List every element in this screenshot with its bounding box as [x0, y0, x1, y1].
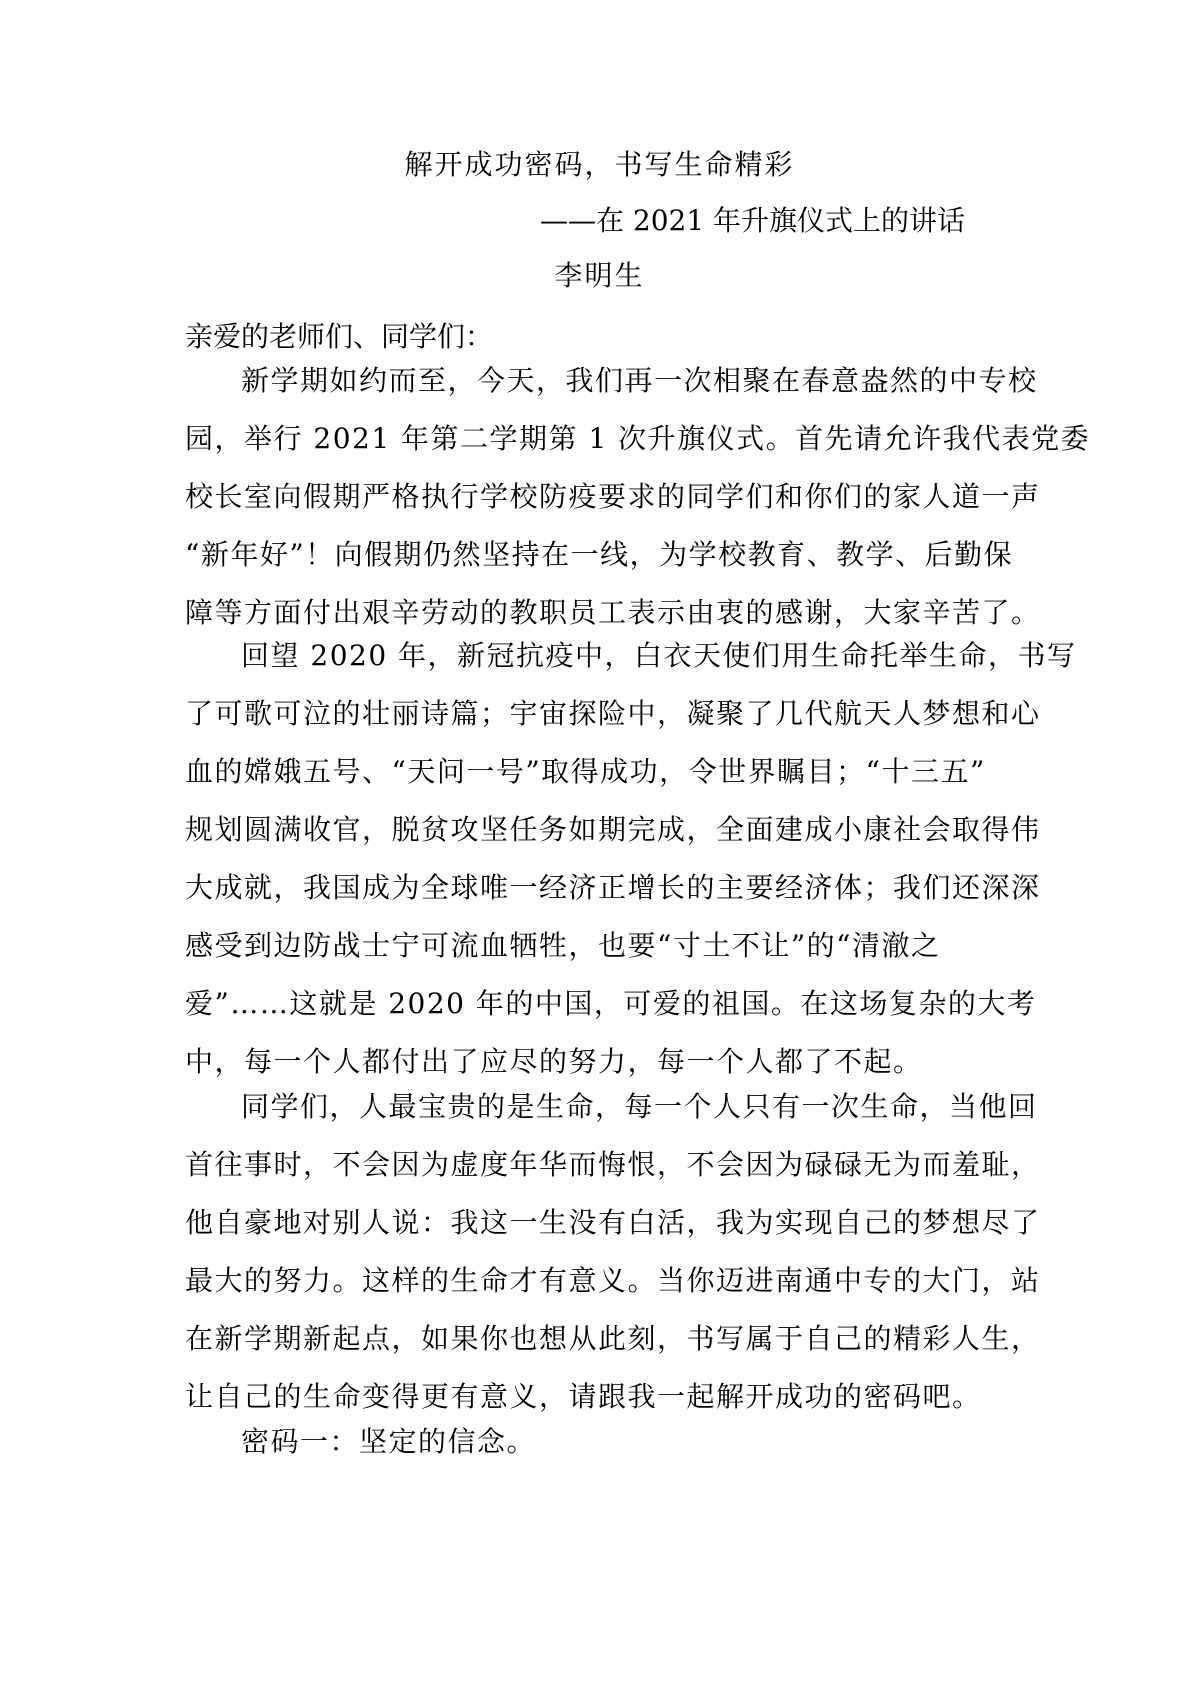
paragraph-line: 障等方面付出艰辛劳动的教职员工表示由衷的感谢，大家辛苦了。 [185, 596, 1041, 629]
paragraph-line: 最大的努力。这样的生命才有意义。当你迈进南通中专的大门，站 [185, 1264, 1041, 1297]
paragraph-line: 在新学期新起点，如果你也想从此刻，书写属于自己的精彩人生， [185, 1322, 1041, 1355]
paragraph-line: 了可歌可泣的壮丽诗篇；宇宙探险中，凝聚了几代航天人梦想和心 [185, 697, 1041, 730]
paragraph-line: 感受到边防战士宁可流血牺牲，也要“寸土不让”的“清澈之 [185, 929, 941, 962]
paragraph-line: 血的嫦娥五号、“天问一号”取得成功，令世界瞩目；“十三五” [185, 755, 986, 788]
paragraph-line: 他自豪地对别人说：我这一生没有白活，我为实现自己的梦想尽了 [185, 1206, 1041, 1239]
document-title: 解开成功密码，书写生命精彩 [404, 148, 795, 181]
paragraph-line: 新学期如约而至，今天，我们再一次相聚在春意盎然的中专校 [241, 364, 1038, 397]
document-author: 李明生 [554, 259, 645, 292]
paragraph-line: 园，举行 2021 年第二学期第 1 次升旗仪式。首先请允许我代表党委 [185, 422, 1091, 455]
paragraph-line: 中，每一个人都付出了应尽的努力，每一个人都了不起。 [185, 1045, 923, 1078]
paragraph-line: 大成就，我国成为全球唯一经济正增长的主要经济体；我们还深深 [185, 871, 1041, 904]
paragraph-line: 首往事时，不会因为虚度年华而悔恨，不会因为碌碌无为而羞耻， [185, 1148, 1041, 1181]
paragraph-line: 校长室向假期严格执行学校防疫要求的同学们和你们的家人道一声 [185, 480, 1041, 513]
paragraph-opening [185, 352, 1091, 642]
paragraph-line: 爱”……这就是 2020 年的中国，可爱的祖国。在这场复杂的大考 [185, 987, 1037, 1020]
paragraph-life-meaning [185, 1078, 1041, 1426]
paragraph-review-2020 [185, 627, 1077, 1091]
paragraph-line: “新年好”！向假期仍然坚持在一线，为学校教育、教学、后勤保 [185, 538, 1014, 571]
paragraph-line: 规划圆满收官，脱贫攻坚任务如期完成，全面建成小康社会取得伟 [185, 813, 1041, 846]
paragraph-code-one [185, 1413, 1035, 1471]
paragraph-line: 密码一：坚定的信念。 [241, 1425, 537, 1458]
greeting-line: 亲爱的老师们、同学们： [185, 320, 494, 353]
document-subtitle: ——在 2021 年升旗仪式上的讲话 [540, 204, 966, 237]
paragraph-line: 同学们，人最宝贵的是生命，每一个人只有一次生命，当他回 [241, 1090, 1038, 1123]
paragraph-line: 回望 2020 年，新冠抗疫中，白衣天使们用生命托举生命，书写 [241, 639, 1077, 672]
paragraph-line: 让自己的生命变得更有意义，请跟我一起解开成功的密码吧。 [185, 1380, 982, 1413]
